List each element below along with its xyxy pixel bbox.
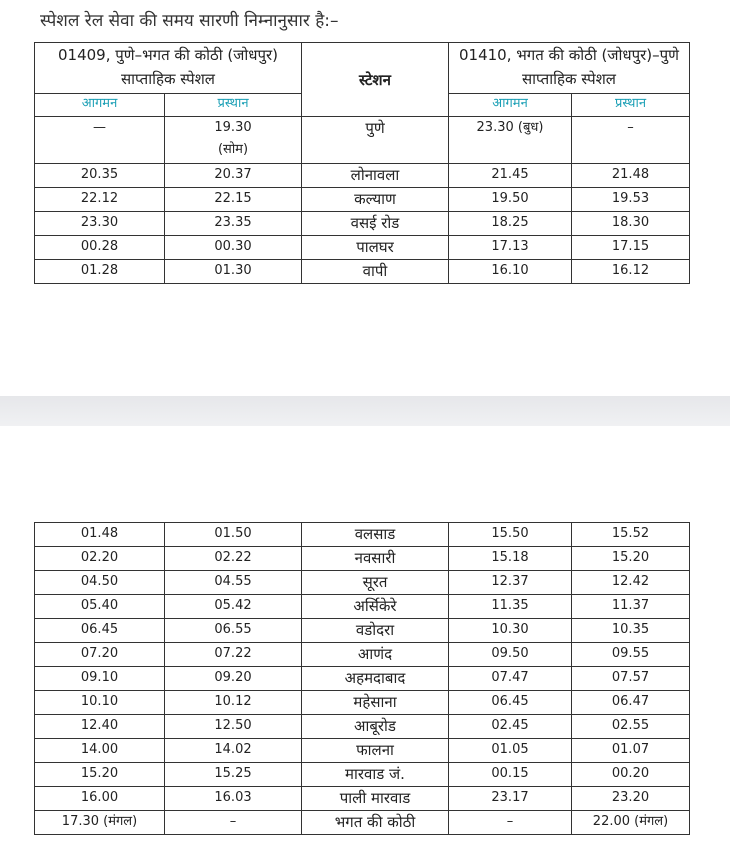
cell-arrival: – [449,811,572,835]
table-row [35,787,690,811]
cell-departure: 01.30 [165,260,302,284]
cell-arrival: 12.40 [35,715,165,739]
cell-departure: 15.25 [165,763,302,787]
cell-arrival: 06.45 [449,691,572,715]
cell-arrival: 23.17 [449,787,572,811]
table-row [35,547,690,571]
cell-station: अर्सिकेरे [302,595,449,619]
cell-arrival: 17.13 [449,236,572,260]
cell-arrival: 01.48 [35,523,165,547]
cell-departure: 16.03 [165,787,302,811]
cell-arrival: 10.30 [449,619,572,643]
page-break [0,396,730,426]
table-row [35,595,690,619]
cell-departure: 20.37 [165,164,302,188]
cell-departure: 23.35 [165,212,302,236]
cell-arrival: 18.25 [449,212,572,236]
cell-arrival: 20.35 [35,164,165,188]
cell-arrival: 06.45 [35,619,165,643]
table-row [35,571,690,595]
table-row [35,715,690,739]
cell-station: वलसाड [302,523,449,547]
cell-departure: 19.53 [572,188,690,212]
cell-station: महेसाना [302,691,449,715]
cell-departure: 02.55 [572,715,690,739]
arrival-header: आगमन [35,94,165,117]
table-row [35,212,690,236]
table-row [35,164,690,188]
cell-arrival: 09.10 [35,667,165,691]
cell-arrival: 00.28 [35,236,165,260]
cell-arrival: 23.30 (बुध) [449,117,572,164]
cell-departure: 18.30 [572,212,690,236]
cell-departure: 14.02 [165,739,302,763]
intro-text: स्पेशल रेल सेवा की समय सारणी निम्नानुसार है:– [40,11,339,31]
cell-station: वसई रोड [302,212,449,236]
table-row [35,811,690,835]
station-header: स्टेशन [302,43,449,117]
timetable-top [34,42,690,284]
table-row [35,260,690,284]
table-row [35,117,690,164]
cell-departure: 10.12 [165,691,302,715]
cell-departure: 00.30 [165,236,302,260]
table-row [35,691,690,715]
cell-arrival: 21.45 [449,164,572,188]
cell-departure: 22.15 [165,188,302,212]
cell-departure: 22.00 (मंगल) [572,811,690,835]
train-up-header: 01410, भगत की कोठी (जोधपुर)–पुणे साप्ताहिक स्पेशल [449,43,690,94]
cell-arrival: 01.28 [35,260,165,284]
cell-arrival: 16.00 [35,787,165,811]
cell-departure: – [572,117,690,164]
cell-departure: 10.35 [572,619,690,643]
cell-departure: 12.50 [165,715,302,739]
cell-arrival: 12.37 [449,571,572,595]
cell-station: मारवाड जं. [302,763,449,787]
cell-departure: 11.37 [572,595,690,619]
cell-departure: 02.22 [165,547,302,571]
cell-departure: 06.47 [572,691,690,715]
cell-departure: 12.42 [572,571,690,595]
cell-arrival: 01.05 [449,739,572,763]
table-row [35,236,690,260]
cell-station: पालघर [302,236,449,260]
cell-arrival: 04.50 [35,571,165,595]
cell-arrival: 22.12 [35,188,165,212]
cell-arrival: 02.45 [449,715,572,739]
cell-departure: 15.20 [572,547,690,571]
cell-station: भगत की कोठी [302,811,449,835]
cell-arrival: 11.35 [449,595,572,619]
cell-arrival: 02.20 [35,547,165,571]
cell-arrival: — [35,117,165,164]
cell-departure: 15.52 [572,523,690,547]
cell-arrival: 15.50 [449,523,572,547]
cell-departure: 07.22 [165,643,302,667]
cell-arrival: 09.50 [449,643,572,667]
cell-departure: 17.15 [572,236,690,260]
cell-departure: 01.50 [165,523,302,547]
timetable-bottom [34,522,690,835]
cell-station: वापी [302,260,449,284]
cell-arrival: 05.40 [35,595,165,619]
cell-departure: 00.20 [572,763,690,787]
cell-station: अहमदाबाद [302,667,449,691]
cell-station: वडोदरा [302,619,449,643]
cell-station: आबूरोड [302,715,449,739]
cell-arrival: 15.18 [449,547,572,571]
cell-departure: 04.55 [165,571,302,595]
cell-arrival: 17.30 (मंगल) [35,811,165,835]
cell-departure: – [165,811,302,835]
cell-arrival: 19.50 [449,188,572,212]
cell-departure: 06.55 [165,619,302,643]
cell-departure: 01.07 [572,739,690,763]
table-row [35,619,690,643]
table-row [35,643,690,667]
cell-departure: 23.20 [572,787,690,811]
cell-departure: 09.55 [572,643,690,667]
cell-arrival: 07.47 [449,667,572,691]
cell-arrival: 07.20 [35,643,165,667]
cell-station: आणंद [302,643,449,667]
cell-station: पाली मारवाड [302,787,449,811]
cell-station: कल्याण [302,188,449,212]
cell-station: लोनावला [302,164,449,188]
cell-arrival: 14.00 [35,739,165,763]
cell-station: नवसारी [302,547,449,571]
cell-departure: 09.20 [165,667,302,691]
table-row [35,763,690,787]
cell-station: पुणे [302,117,449,164]
cell-departure: 05.42 [165,595,302,619]
cell-station: फालना [302,739,449,763]
cell-arrival: 10.10 [35,691,165,715]
departure-header: प्रस्थान [572,94,690,117]
cell-arrival: 16.10 [449,260,572,284]
arrival-header: आगमन [449,94,572,117]
cell-departure: 16.12 [572,260,690,284]
table-row [35,739,690,763]
table-row [35,667,690,691]
cell-departure: 19.30 (सोम) [165,117,302,164]
cell-departure: 21.48 [572,164,690,188]
cell-departure: 07.57 [572,667,690,691]
train-down-header: 01409, पुणे–भगत की कोठी (जोधपुर) साप्ताहिक स्पेशल [35,43,302,94]
cell-arrival: 15.20 [35,763,165,787]
cell-arrival: 23.30 [35,212,165,236]
cell-arrival: 00.15 [449,763,572,787]
table-row [35,523,690,547]
cell-station: सूरत [302,571,449,595]
departure-header: प्रस्थान [165,94,302,117]
table-row [35,188,690,212]
